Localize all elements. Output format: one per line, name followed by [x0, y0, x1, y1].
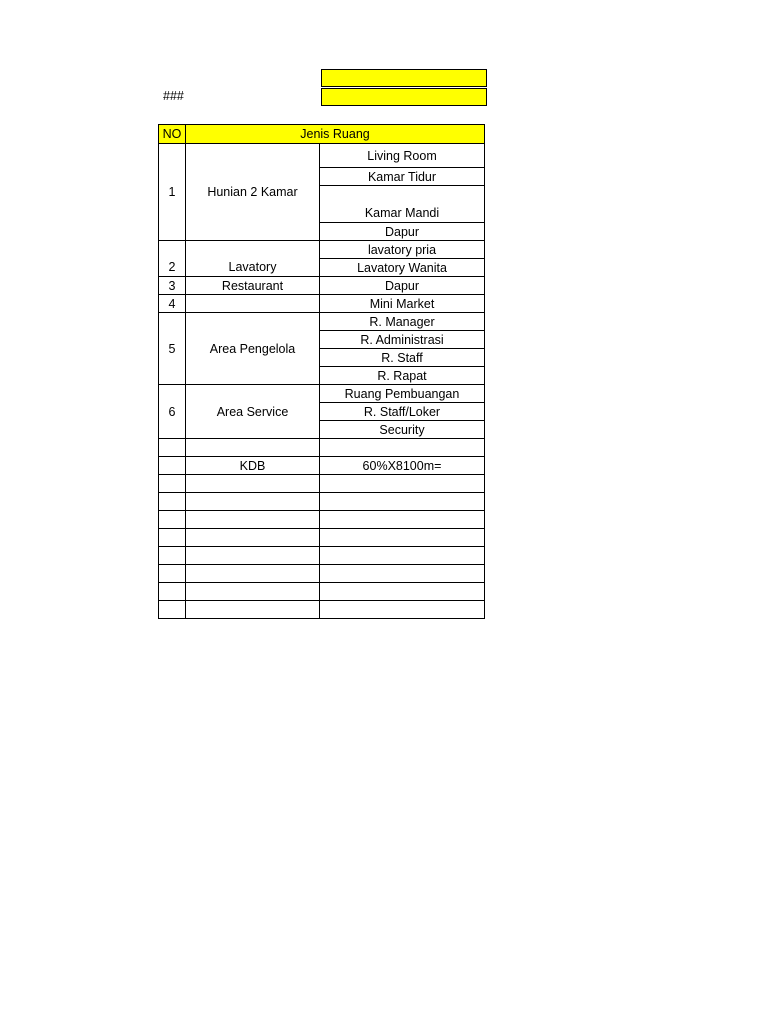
table-row — [159, 313, 485, 331]
empty-cell[interactable] — [320, 439, 485, 457]
row-item[interactable]: Dapur — [320, 277, 485, 295]
table-row-kdb — [159, 457, 485, 475]
table-row — [159, 295, 485, 313]
empty-cell[interactable] — [159, 601, 186, 619]
row-group[interactable] — [186, 295, 320, 313]
row-item[interactable]: R. Rapat — [320, 367, 485, 385]
row-item[interactable]: Kamar Tidur — [320, 168, 485, 186]
empty-cell[interactable] — [186, 601, 320, 619]
empty-cell[interactable] — [159, 475, 186, 493]
yellow-input-cell-2[interactable] — [321, 88, 487, 106]
row-item[interactable]: Dapur — [320, 223, 485, 241]
empty-cell[interactable] — [186, 439, 320, 457]
empty-cell[interactable] — [186, 529, 320, 547]
row-no[interactable]: 6 — [159, 385, 186, 439]
empty-cell[interactable] — [159, 439, 186, 457]
hash-label: ### — [163, 89, 184, 103]
yellow-input-cell-1[interactable] — [321, 69, 487, 87]
empty-cell[interactable] — [320, 493, 485, 511]
row-item[interactable]: R. Staff — [320, 349, 485, 367]
table-row — [159, 241, 485, 259]
empty-cell[interactable] — [186, 547, 320, 565]
header-no[interactable]: NO — [159, 125, 186, 144]
row-item[interactable]: Mini Market — [320, 295, 485, 313]
row-no[interactable]: 1 — [159, 144, 186, 241]
empty-cell[interactable] — [159, 565, 186, 583]
table-row — [159, 144, 485, 168]
row-no[interactable]: 4 — [159, 295, 186, 313]
table-row-empty — [159, 547, 485, 565]
empty-cell[interactable] — [186, 475, 320, 493]
row-group[interactable]: Restaurant — [186, 277, 320, 295]
table-row-empty — [159, 601, 485, 619]
kdb-label[interactable]: KDB — [186, 457, 320, 475]
table-row-empty — [159, 493, 485, 511]
row-item[interactable]: Lavatory Wanita — [320, 259, 485, 277]
table-row-empty — [159, 565, 485, 583]
room-type-table — [158, 124, 485, 619]
row-no[interactable]: 5 — [159, 313, 186, 385]
table-row — [159, 277, 485, 295]
row-group[interactable]: Hunian 2 Kamar — [186, 144, 320, 241]
empty-cell[interactable] — [186, 565, 320, 583]
row-group[interactable]: Lavatory — [186, 241, 320, 277]
empty-cell[interactable] — [159, 511, 186, 529]
row-item[interactable]: Ruang Pembuangan — [320, 385, 485, 403]
row-no[interactable]: 3 — [159, 277, 186, 295]
empty-cell[interactable] — [159, 547, 186, 565]
empty-cell[interactable] — [320, 583, 485, 601]
empty-cell[interactable] — [320, 475, 485, 493]
empty-cell[interactable] — [320, 511, 485, 529]
row-item[interactable]: R. Administrasi — [320, 331, 485, 349]
header-jenis-ruang[interactable]: Jenis Ruang — [186, 125, 485, 144]
row-item[interactable]: Living Room — [320, 144, 485, 168]
row-item[interactable]: R. Staff/Loker — [320, 403, 485, 421]
row-item[interactable]: R. Manager — [320, 313, 485, 331]
empty-cell[interactable] — [159, 529, 186, 547]
empty-cell[interactable] — [186, 583, 320, 601]
table-row-empty — [159, 583, 485, 601]
row-no[interactable]: 2 — [159, 241, 186, 277]
table-row — [159, 385, 485, 403]
empty-cell[interactable] — [159, 493, 186, 511]
row-group[interactable]: Area Service — [186, 385, 320, 439]
row-group[interactable]: Area Pengelola — [186, 313, 320, 385]
table-row-empty — [159, 475, 485, 493]
table-row-empty — [159, 529, 485, 547]
row-item[interactable]: lavatory pria — [320, 241, 485, 259]
row-item[interactable]: Kamar Mandi — [320, 186, 485, 223]
empty-cell[interactable] — [186, 493, 320, 511]
kdb-value[interactable]: 60%X8100m= — [320, 457, 485, 475]
empty-cell[interactable] — [186, 511, 320, 529]
empty-cell[interactable] — [320, 547, 485, 565]
table-row-empty — [159, 439, 485, 457]
row-item[interactable]: Security — [320, 421, 485, 439]
empty-cell[interactable] — [159, 583, 186, 601]
empty-cell[interactable] — [320, 529, 485, 547]
empty-cell[interactable] — [320, 601, 485, 619]
table-row-empty — [159, 511, 485, 529]
empty-cell[interactable] — [159, 457, 186, 475]
table-header-row — [159, 125, 485, 144]
empty-cell[interactable] — [320, 565, 485, 583]
